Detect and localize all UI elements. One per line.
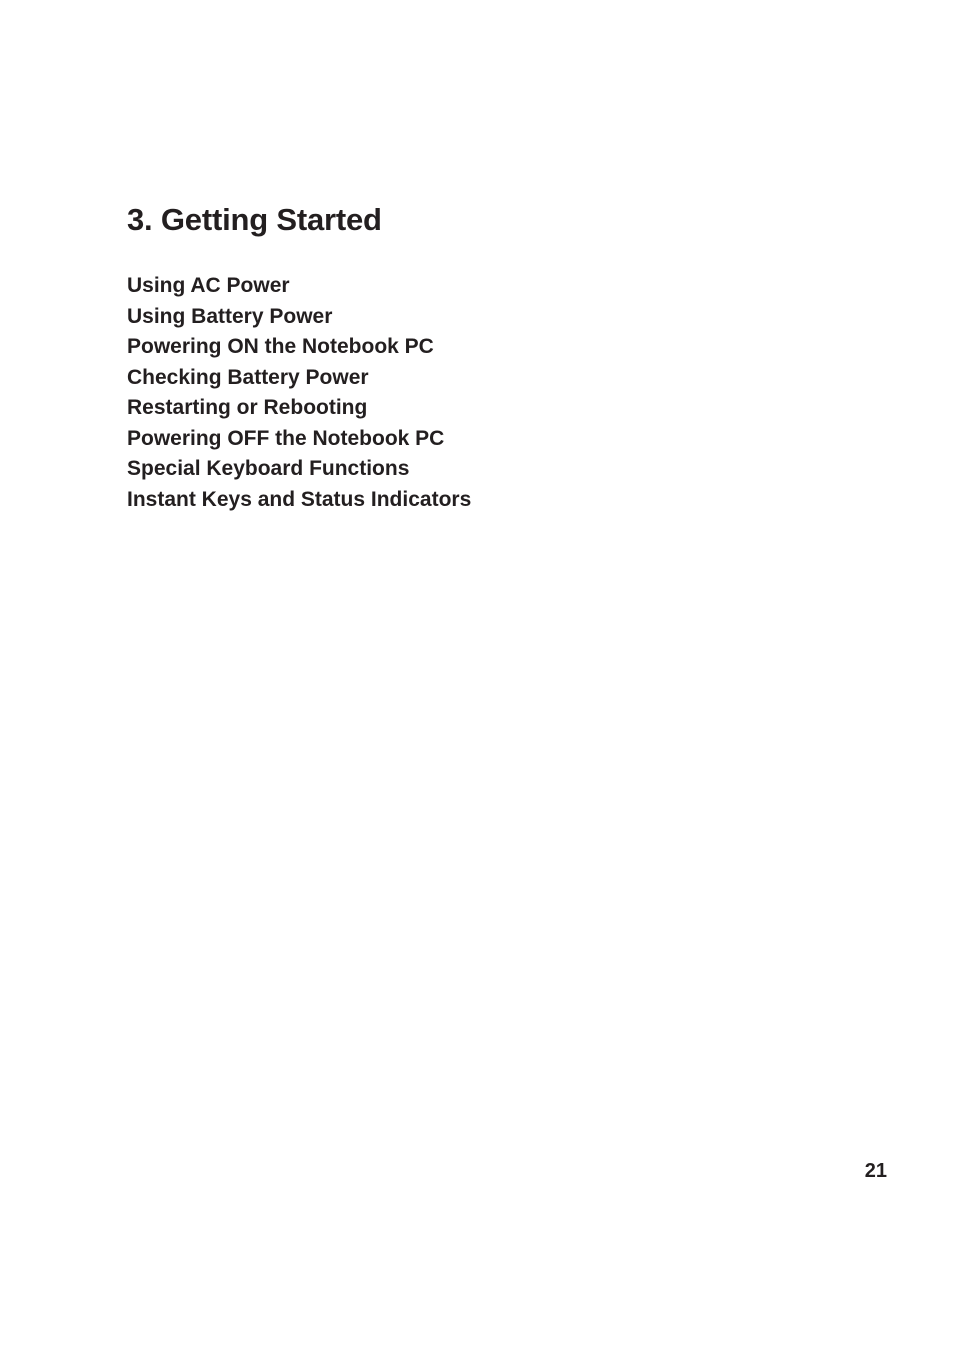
topic-powering-on: Powering ON the Notebook PC [127,335,434,358]
topic-restarting-or-rebooting: Restarting or Rebooting [127,396,368,419]
chapter-title: 3. Getting Started [127,202,382,237]
page-number: 21 [864,1160,887,1182]
topic-powering-off: Powering OFF the Notebook PC [127,426,445,450]
topic-using-ac-power: Using AC Power [127,274,290,297]
topic-special-keyboard-functions: Special Keyboard Functions [127,457,410,480]
topic-checking-battery-power: Checking Battery Power [127,365,369,389]
topic-using-battery-power: Using Battery Power [127,304,333,328]
topic-instant-keys-status-indicators: Instant Keys and Status Indicators [127,487,472,511]
chapter-topic-list [127,271,471,515]
